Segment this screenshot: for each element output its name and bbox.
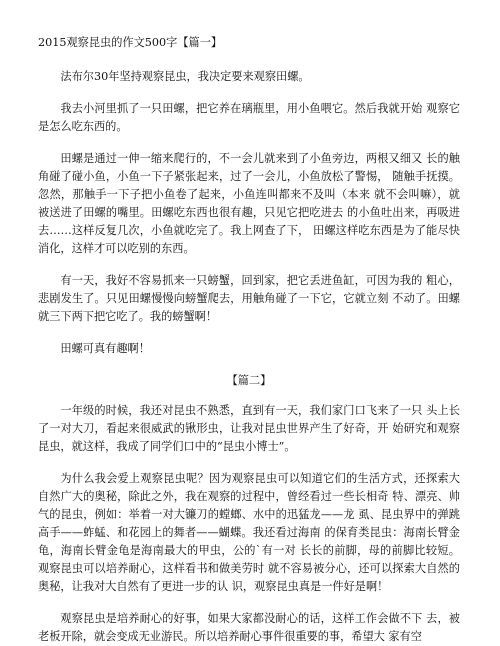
paragraph: 法布尔30年坚持观察昆虫，我决定要来观察田螺。 xyxy=(60,70,310,83)
section-heading: 【篇二】 xyxy=(226,374,272,387)
paragraph: 田螺可真有趣啊！ xyxy=(60,342,150,355)
paragraph: 为什么我会爱上观察昆虫呢？因为观察昆虫可以知道它们的生活方式，还探索大自然广大的奥秘，除此之外，我在观察的过程中，曾经看过一些长相奇 特、漂亮、帅气的昆虫，例如：举着一对大镰刀的螳螂、水中的迅猛龙——龙 虱、昆虫界中的弹跳高手——蚱蜢、和花园上的舞者——蝴蝶。我还看过海南 的保育类昆虫：海南长臂金龟，海南长臂金龟是海南最大的甲虫，公的`有一对 长长的前脚，母的前脚比较短。观察昆虫可以培养耐心，这样看书和做美劳时 就不容易被分心，还可以探索大自然的奥秘，让我对大自然有了更进一步的认 识，观察昆虫真是一件好是啊！ xyxy=(38,472,460,593)
document-title: 2015观察昆虫的作文500字【篇一】 xyxy=(38,36,223,49)
paragraph: 有一天，我好不容易抓来一只螃蟹，回到家，把它丢进鱼缸，可因为我的 粗心，悲剧发生了。只见田螺慢慢向螃蟹爬去，用触角碰了一下它，它就立刻 不动了。田螺就三下两下把它吃了。我的螃蟹啊！ xyxy=(38,274,460,323)
paragraph: 观察昆虫是培养耐心的好事，如果大家都没耐心的话，这样工作会做不下 去，被老板开除，就会变成无业游民。所以培养耐心事件很重要的事，希望大 家有空 xyxy=(38,612,460,643)
paragraph: 我去小河里抓了一只田螺，把它养在璃瓶里，用小鱼喂它。然后我就开始 观察它是怎么吃东西的。 xyxy=(38,102,460,133)
paragraph: 一年级的时候，我还对昆虫不熟悉，直到有一天，我们家门口飞来了一只 头上长了一对大刀，看起来很威武的锹形虫，让我对昆虫世界产生了好奇，开 始研究和观察昆虫，就这样，我成了同学们口中的“昆虫小博士”。 xyxy=(38,404,460,453)
paragraph: 田螺是通过一伸一缩来爬行的，不一会儿就来到了小鱼旁边，两根又细又 长的触角碰了碰小鱼，小鱼一下子紧张起来，过了一会儿，小鱼放松了警惕， 随触手抚摸。忽然，那触手一下子把小鱼卷了起来，小鱼连叫都来不及叫（本来 就不会叫嘛），就被送进了田螺的嘴里。田螺吃东西也很有趣，只见它把吃进去 的小鱼吐出来，再吸进去……这样反复几次，小鱼就吃完了。我上网查了下， 田螺这样吃东西是为了能尽快消化，这样才可以吃别的东西。 xyxy=(38,152,460,255)
